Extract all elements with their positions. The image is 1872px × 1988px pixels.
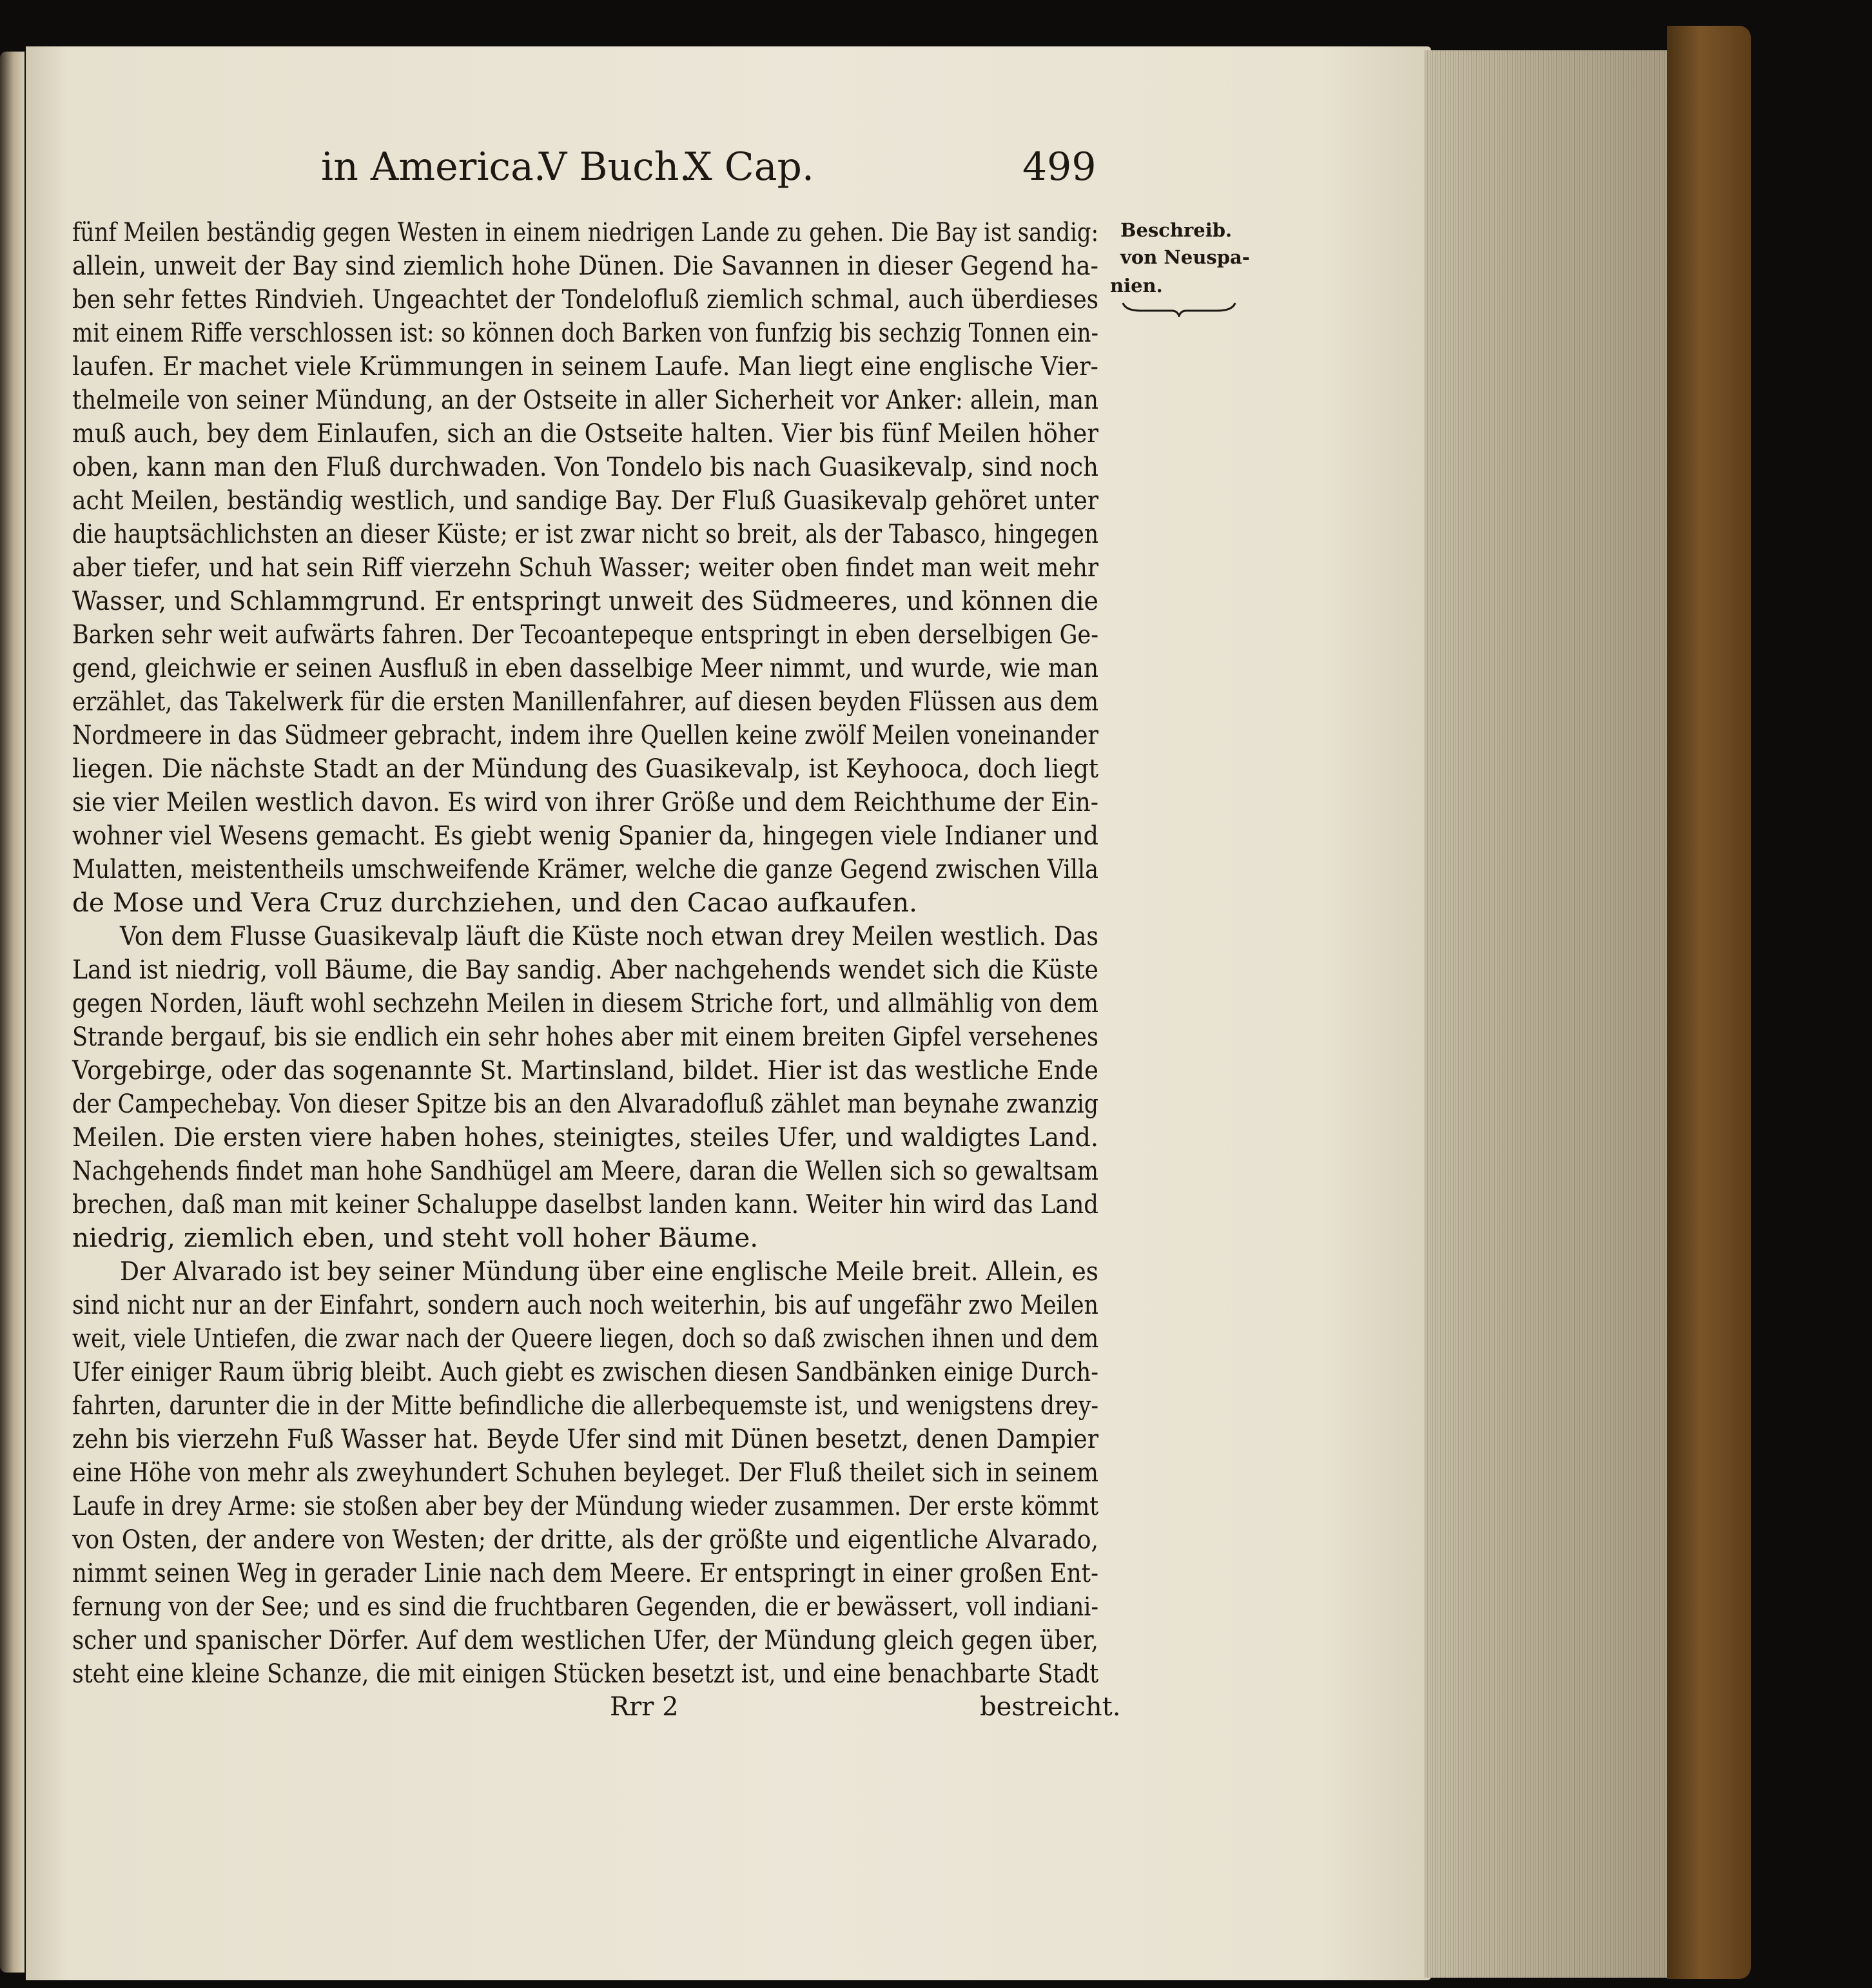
body-line: Land ist niedrig, voll Bäume, die Bay sandig. Aber nachgehends wendet sich die Küste bbox=[72, 954, 1098, 985]
page-block-edge bbox=[1425, 50, 1670, 1978]
body-line: eine Höhe von mehr als zweyhundert Schuhen beyleget. Der Fluß theilet sich in seinem bbox=[72, 1457, 1098, 1488]
paragraph-first-line: Der Alvarado ist bey seiner Mündung über eine englische Meile breit. Allein, es bbox=[120, 1256, 1098, 1287]
signature-mark: Rrr 2 bbox=[610, 1692, 679, 1722]
body-line: mit einem Riffe verschlossen ist: so können doch Barken von funfzig bis sechzig Tonnen ein- bbox=[72, 317, 1098, 348]
margin-bracket-icon bbox=[1122, 300, 1236, 317]
body-line: fünf Meilen beständig gegen Westen in einem niedrigen Lande zu gehen. Die Bay ist sandig: bbox=[72, 217, 1098, 248]
body-line: Vorgebirge, oder das sogenannte St. Martinsland, bildet. Hier ist das westliche Ende bbox=[72, 1055, 1098, 1086]
margin-note-line: Beschreib. bbox=[1120, 219, 1233, 241]
body-line: Wasser, und Schlammgrund. Er entspringt unweit des Südmeeres, und können die bbox=[72, 585, 1098, 616]
body-line: der Campechebay. Von dieser Spitze bis an den Alvaradofluß zählet man beynahe zwanzig bbox=[72, 1088, 1098, 1119]
body-line: wohner viel Wesens gemacht. Es giebt wenig Spanier da, hingegen viele Indianer und bbox=[72, 820, 1098, 851]
body-line: fahrten, darunter die in der Mitte befindliche die allerbequemste ist, und wenigstens drey- bbox=[72, 1390, 1098, 1421]
body-line: brechen, daß man mit keiner Schaluppe daselbst landen kann. Weiter hin wird das Land bbox=[72, 1189, 1098, 1220]
body-line: liegen. Die nächste Stadt an der Mündung des Guasikevalp, ist Keyhooca, doch liegt bbox=[72, 753, 1098, 784]
leather-cover-edge bbox=[1667, 26, 1751, 1979]
body-line: von Osten, der andere von Westen; der dritte, als der größte und eigentliche Alvarado, bbox=[72, 1524, 1098, 1555]
body-line: Barken sehr weit aufwärts fahren. Der Tecoantepeque entspringt in eben derselbigen Ge- bbox=[72, 619, 1098, 650]
body-line: de Mose und Vera Cruz durchziehen, und den Cacao aufkaufen. bbox=[72, 887, 917, 918]
running-head: in America. bbox=[321, 144, 546, 190]
body-line: Mulatten, meistentheils umschweifende Krämer, welche die ganze Gegend zwischen Villa bbox=[72, 853, 1098, 884]
previous-page-edge bbox=[0, 52, 24, 1973]
body-line: scher und spanischer Dörfer. Auf dem westlichen Ufer, der Mündung gleich gegen über, bbox=[72, 1624, 1098, 1655]
body-line: aber tiefer, und hat sein Riff vierzehn Schuh Wasser; weiter oben findet man weit mehr bbox=[72, 552, 1098, 583]
paragraph-first-line: Von dem Flusse Guasikevalp läuft die Küste noch etwan drey Meilen westlich. Das bbox=[120, 921, 1098, 951]
body-line: erzählet, das Takelwerk für die ersten Manillenfahrer, auf diesen beyden Flüssen aus dem bbox=[72, 686, 1098, 717]
margin-note-line: nien. bbox=[1110, 275, 1163, 297]
body-line: gend, gleichwie er seinen Ausfluß in eben dasselbige Meer nimmt, und wurde, wie man bbox=[72, 652, 1098, 683]
body-line: gegen Norden, läuft wohl sechzehn Meilen in diesem Striche fort, und allmählig von dem bbox=[72, 988, 1098, 1018]
body-line: niedrig, ziemlich eben, und steht voll hoher Bäume. bbox=[72, 1222, 759, 1253]
body-line: Nordmeere in das Südmeer gebracht, indem ihre Quellen keine zwölf Meilen voneinander bbox=[72, 719, 1098, 750]
catchword: bestreicht. bbox=[980, 1692, 1121, 1722]
body-line: muß auch, bey dem Einlaufen, sich an die Ostseite halten. Vier bis fünf Meilen höher bbox=[72, 418, 1098, 449]
body-line: fernung von der See; und es sind die fruchtbaren Gegenden, die er bewässert, voll indiani- bbox=[72, 1591, 1098, 1622]
body-line: weit, viele Untiefen, die zwar nach der Queere liegen, doch so daß zwischen ihnen und dem bbox=[72, 1323, 1098, 1354]
body-line: zehn bis vierzehn Fuß Wasser hat. Beyde Ufer sind mit Dünen besetzt, denen Dampier bbox=[72, 1423, 1098, 1454]
chapter-number: X Cap. bbox=[685, 144, 814, 190]
body-line: Laufe in drey Arme: sie stoßen aber bey der Mündung wieder zusammen. Der erste kömmt bbox=[72, 1490, 1098, 1521]
body-line: acht Meilen, beständig westlich, und sandige Bay. Der Fluß Guasikevalp gehöret unter bbox=[72, 485, 1098, 516]
body-line: sie vier Meilen westlich davon. Es wird von ihrer Größe und dem Reichthume der Ein- bbox=[72, 786, 1098, 817]
body-line: Nachgehends findet man hohe Sandhügel am Meere, daran die Wellen sich so gewaltsam bbox=[72, 1155, 1098, 1186]
body-line: oben, kann man den Fluß durchwaden. Von Tondelo bis nach Guasikevalp, sind noch bbox=[72, 451, 1098, 482]
page-number: 499 bbox=[1022, 144, 1097, 190]
body-line: Meilen. Die ersten viere haben hohes, steinigtes, steiles Ufer, und waldigtes Land. bbox=[72, 1122, 1098, 1153]
body-line: laufen. Er machet viele Krümmungen in seinem Laufe. Man liegt eine englische Vier- bbox=[72, 351, 1098, 382]
body-line: sind nicht nur an der Einfahrt, sondern auch noch weiterhin, bis auf ungefähr zwo Meilen bbox=[72, 1289, 1098, 1320]
margin-note-line: von Neuspa- bbox=[1120, 246, 1250, 268]
book-number: V Buch. bbox=[539, 144, 692, 190]
body-line: Strande bergauf, bis sie endlich ein sehr hohes aber mit einem breiten Gipfel versehenes bbox=[72, 1021, 1098, 1052]
body-line: allein, unweit der Bay sind ziemlich hohe Dünen. Die Savannen in dieser Gegend ha- bbox=[72, 250, 1098, 281]
body-line: nimmt seinen Weg in gerader Linie nach dem Meere. Er entspringt in einer großen Ent- bbox=[72, 1557, 1098, 1588]
body-line: thelmeile von seiner Mündung, an der Ostseite in aller Sicherheit vor Anker: allein, man bbox=[72, 384, 1098, 415]
body-line: steht eine kleine Schanze, die mit einigen Stücken besetzt ist, und eine benachbarte Stadt bbox=[72, 1658, 1098, 1689]
body-line: Ufer einiger Raum übrig bleibt. Auch giebt es zwischen diesen Sandbänken einige Durch- bbox=[72, 1356, 1098, 1387]
body-line: die hauptsächlichsten an dieser Küste; er ist zwar nicht so breit, als der Tabasco, hingegen bbox=[72, 518, 1098, 549]
body-line: ben sehr fettes Rindvieh. Ungeachtet der Tondelofluß ziemlich schmal, auch überdieses bbox=[72, 284, 1098, 315]
